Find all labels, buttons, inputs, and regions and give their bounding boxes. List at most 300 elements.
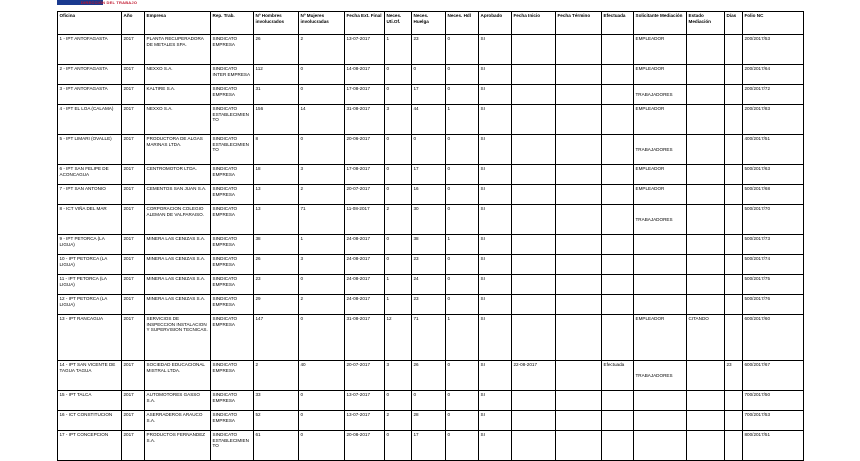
cell-huelga: 0 xyxy=(412,391,446,411)
cell-rep: SINDICATO ESTABLECIMIENTO xyxy=(211,105,254,135)
cell-mujeres: 0 xyxy=(299,275,345,295)
cell-termino xyxy=(556,205,602,235)
cell-solicitante: EMPLEADOR xyxy=(634,165,687,185)
cell-termino xyxy=(556,255,602,275)
cell-mujeres: 2 xyxy=(299,295,345,315)
cell-empresa: PLANTA RECUPERADORA DE METALES SPA. xyxy=(145,35,211,65)
cell-efectuada xyxy=(602,391,634,411)
cell-rep: SINDICATO EMPRESA xyxy=(211,361,254,391)
cell-fecha: 20-06-2017 xyxy=(345,135,385,165)
cell-oficina: 8 - ICT VIÑA DEL MAR xyxy=(58,205,122,235)
cell-mujeres: 2 xyxy=(299,35,345,65)
cell-dias xyxy=(725,295,743,315)
cell-anio: 2017 xyxy=(122,105,145,135)
cell-aprobado: SI xyxy=(479,235,512,255)
cell-hdl: 0 xyxy=(446,411,479,431)
cell-folio: 500/2017/73 xyxy=(743,235,804,255)
cell-aprobado: SI xyxy=(479,411,512,431)
cell-uti: 12 xyxy=(385,315,412,361)
cell-oficina: 6 - IPT SAN FELIPE DE ACONCAGUA xyxy=(58,165,122,185)
table-row xyxy=(58,185,804,205)
cell-estado xyxy=(687,275,725,295)
cell-hombres: 23 xyxy=(254,275,299,295)
cell-oficina: 11 - IPT PETORCA (LA LIGUA) xyxy=(58,275,122,295)
cell-fecha: 31-08-2017 xyxy=(345,105,385,135)
cell-oficina: 16 - ICT CONSTITUCION xyxy=(58,411,122,431)
cell-dias xyxy=(725,391,743,411)
cell-solicitante: EMPLEADOR xyxy=(634,65,687,85)
cell-hombres: 33 xyxy=(254,391,299,411)
column-header: Empresa xyxy=(145,12,211,35)
cell-estado xyxy=(687,85,725,105)
cell-termino xyxy=(556,35,602,65)
cell-termino xyxy=(556,165,602,185)
cell-fecha: 17-08-2017 xyxy=(345,85,385,105)
cell-hdl: 1 xyxy=(446,235,479,255)
cell-termino xyxy=(556,65,602,85)
cell-rep: SINDICATO EMPRESA xyxy=(211,185,254,205)
column-header: Oficina xyxy=(58,12,122,35)
cell-hombres: 13 xyxy=(254,185,299,205)
table-header-row xyxy=(58,12,804,35)
cell-huelga: 23 xyxy=(412,295,446,315)
cell-uti: 1 xyxy=(385,35,412,65)
cell-huelga: 28 xyxy=(412,411,446,431)
cell-oficina: 7 - IPT SAN ANTONIO xyxy=(58,185,122,205)
cell-huelga: 23 xyxy=(412,35,446,65)
cell-empresa: CEMENTOS SAN JUAN S.A. xyxy=(145,185,211,205)
cell-aprobado: SI xyxy=(479,65,512,85)
cell-hombres: 61 xyxy=(254,431,299,461)
cell-dias xyxy=(725,235,743,255)
cell-solicitante: EMPLEADOR xyxy=(634,105,687,135)
cell-empresa: PRODUCTORA DE ALGAS MARINAS LTDA. xyxy=(145,135,211,165)
cell-folio: 700/2017/50 xyxy=(743,391,804,411)
cell-mujeres: 14 xyxy=(299,105,345,135)
cell-hombres: 13 xyxy=(254,205,299,235)
cell-rep: SINDICATO INTER EMPRESA xyxy=(211,65,254,85)
cell-dias: 23 xyxy=(725,361,743,391)
cell-fecha: 17-08-2017 xyxy=(345,165,385,185)
cell-hdl: 0 xyxy=(446,295,479,315)
cell-oficina: 14 - IPT SAN VICENTE DE TAGUA TAGUA xyxy=(58,361,122,391)
cell-huelga: 17 xyxy=(412,165,446,185)
cell-hombres: 26 xyxy=(254,35,299,65)
cell-solicitante xyxy=(634,295,687,315)
cell-folio: 500/2017/75 xyxy=(743,275,804,295)
cell-aprobado: SI xyxy=(479,185,512,205)
cell-empresa: MINERA LAS CENIZAS S.A. xyxy=(145,295,211,315)
cell-oficina: 9 - IPT PETORCA (LA LIGUA) xyxy=(58,235,122,255)
column-header: Neces. Uti.Of. xyxy=(385,12,412,35)
cell-uti: 2 xyxy=(385,411,412,431)
cell-rep: SINDICATO EMPRESA xyxy=(211,85,254,105)
cell-estado xyxy=(687,35,725,65)
cell-termino xyxy=(556,295,602,315)
cell-aprobado: SI xyxy=(479,135,512,165)
cell-mujeres: 2 xyxy=(299,185,345,205)
cell-termino xyxy=(556,135,602,165)
cell-efectuada xyxy=(602,185,634,205)
cell-oficina: 15 - IPT TALCA xyxy=(58,391,122,411)
cell-inicio xyxy=(512,295,556,315)
cell-solicitante: TRABAJADORES xyxy=(634,85,687,105)
cell-huelga: 71 xyxy=(412,315,446,361)
column-header: Fecha Ext. Final xyxy=(345,12,385,35)
cell-hombres: 38 xyxy=(254,235,299,255)
cell-efectuada: Efectuada xyxy=(602,361,634,391)
cell-anio: 2017 xyxy=(122,411,145,431)
cell-empresa: NEXXO S.A. xyxy=(145,65,211,85)
cell-uti: 0 xyxy=(385,165,412,185)
column-header: Año xyxy=(122,12,145,35)
cell-hdl: 0 xyxy=(446,255,479,275)
cell-dias xyxy=(725,165,743,185)
cell-efectuada xyxy=(602,65,634,85)
cell-aprobado: SI xyxy=(479,315,512,361)
cell-uti: 1 xyxy=(385,275,412,295)
cell-termino xyxy=(556,411,602,431)
cell-estado xyxy=(687,205,725,235)
cell-empresa: NEXXO S.A. xyxy=(145,105,211,135)
cell-solicitante xyxy=(634,275,687,295)
cell-anio: 2017 xyxy=(122,235,145,255)
cell-anio: 2017 xyxy=(122,185,145,205)
cell-efectuada xyxy=(602,315,634,361)
cell-termino xyxy=(556,105,602,135)
cell-huelga: 30 xyxy=(412,205,446,235)
table-row xyxy=(58,295,804,315)
cell-rep: SINDICATO EMPRESA xyxy=(211,315,254,361)
cell-hdl: 0 xyxy=(446,361,479,391)
table-row xyxy=(58,35,804,65)
cell-huelga: 26 xyxy=(412,361,446,391)
cell-mujeres: 0 xyxy=(299,431,345,461)
cell-aprobado: SI xyxy=(479,295,512,315)
cell-oficina: 2 - IPT ANTOFAGASTA xyxy=(58,65,122,85)
cell-estado xyxy=(687,135,725,165)
cell-fecha: 31-08-2017 xyxy=(345,315,385,361)
cell-aprobado: SI xyxy=(479,275,512,295)
cell-estado xyxy=(687,65,725,85)
cell-rep: SINDICATO EMPRESA xyxy=(211,205,254,235)
cell-folio: 400/2017/51 xyxy=(743,135,804,165)
cell-folio: 500/2017/63 xyxy=(743,165,804,185)
cell-estado xyxy=(687,431,725,461)
cell-dias xyxy=(725,411,743,431)
cell-rep: SINDICATO ESTABLECIMIENTO xyxy=(211,135,254,165)
cell-solicitante xyxy=(634,431,687,461)
cell-solicitante xyxy=(634,255,687,275)
cell-dias xyxy=(725,185,743,205)
cell-empresa: AUTOMOTORES GASSO S.A. xyxy=(145,391,211,411)
cell-folio: 200/2017/53 xyxy=(743,35,804,65)
cell-efectuada xyxy=(602,411,634,431)
cell-mujeres: 1 xyxy=(299,235,345,255)
cell-anio: 2017 xyxy=(122,361,145,391)
cell-hombres: 2 xyxy=(254,361,299,391)
cell-empresa: ASERRADEROS ARAUCO S.A. xyxy=(145,411,211,431)
cell-anio: 2017 xyxy=(122,255,145,275)
cell-rep: SINDICATO EMPRESA xyxy=(211,255,254,275)
cell-rep: SINDICATO EMPRESA xyxy=(211,411,254,431)
cell-efectuada xyxy=(602,235,634,255)
cell-inicio xyxy=(512,255,556,275)
cell-uti: 0 xyxy=(385,235,412,255)
column-header: Solicitante Mediación xyxy=(634,12,687,35)
cell-efectuada xyxy=(602,255,634,275)
cell-hdl: 0 xyxy=(446,165,479,185)
cell-hdl: 0 xyxy=(446,135,479,165)
cell-oficina: 10 - IPT PETORCA (LA LIGUA) xyxy=(58,255,122,275)
cell-anio: 2017 xyxy=(122,65,145,85)
table-row xyxy=(58,411,804,431)
cell-fecha: 20-07-2017 xyxy=(345,185,385,205)
cell-dias xyxy=(725,315,743,361)
table-row xyxy=(58,135,804,165)
table-row xyxy=(58,85,804,105)
cell-rep: SINDICATO EMPRESA xyxy=(211,35,254,65)
column-header: Días xyxy=(725,12,743,35)
cell-termino xyxy=(556,185,602,205)
cell-anio: 2017 xyxy=(122,135,145,165)
cell-fecha: 24-08-2017 xyxy=(345,295,385,315)
cell-anio: 2017 xyxy=(122,275,145,295)
cell-solicitante: EMPLEADOR xyxy=(634,185,687,205)
cell-hdl: 0 xyxy=(446,431,479,461)
cell-efectuada xyxy=(602,105,634,135)
cell-huelga: 0 xyxy=(412,65,446,85)
cell-hombres: 31 xyxy=(254,85,299,105)
table-row xyxy=(58,165,804,185)
cell-oficina: 12 - IPT PETORCA (LA LIGUA) xyxy=(58,295,122,315)
cell-oficina: 17 - IPT CONCEPCION xyxy=(58,431,122,461)
cell-hombres: 8 xyxy=(254,135,299,165)
cell-fecha: 24-08-2017 xyxy=(345,255,385,275)
cell-hombres: 156 xyxy=(254,105,299,135)
cell-hdl: 0 xyxy=(446,85,479,105)
table-row xyxy=(58,361,804,391)
cell-mujeres: 0 xyxy=(299,391,345,411)
cell-hombres: 147 xyxy=(254,315,299,361)
cell-dias xyxy=(725,85,743,105)
cell-rep: SINDICATO ESTABLECIMIENTO xyxy=(211,431,254,461)
cell-mujeres: 0 xyxy=(299,315,345,361)
cell-inicio xyxy=(512,165,556,185)
cell-efectuada xyxy=(602,431,634,461)
cell-termino xyxy=(556,431,602,461)
cell-anio: 2017 xyxy=(122,85,145,105)
cell-anio: 2017 xyxy=(122,165,145,185)
cell-empresa: SOCIEDAD EDUCACIONAL MISTRAL LTDA. xyxy=(145,361,211,391)
cell-hdl: 0 xyxy=(446,391,479,411)
cell-uti: 0 xyxy=(385,135,412,165)
column-header: Neces. Hdl xyxy=(446,12,479,35)
cell-solicitante: EMPLEADOR xyxy=(634,315,687,361)
cell-anio: 2017 xyxy=(122,391,145,411)
cell-solicitante xyxy=(634,391,687,411)
logo-text: DIRECCIÓN DEL TRABAJO xyxy=(81,0,138,5)
cell-fecha: 20-08-2017 xyxy=(345,431,385,461)
cell-anio: 2017 xyxy=(122,205,145,235)
cell-uti: 1 xyxy=(385,295,412,315)
cell-estado xyxy=(687,105,725,135)
cell-aprobado: SI xyxy=(479,361,512,391)
cell-solicitante xyxy=(634,411,687,431)
cell-folio: 200/2017/64 xyxy=(743,65,804,85)
cell-oficina: 4 - IPT EL LOA (CALAMA) xyxy=(58,105,122,135)
column-header: Efectuada xyxy=(602,12,634,35)
cell-uti: 0 xyxy=(385,255,412,275)
cell-rep: SINDICATO EMPRESA xyxy=(211,165,254,185)
cell-folio: 500/2017/76 xyxy=(743,295,804,315)
cell-empresa: KALTIRE S.A. xyxy=(145,85,211,105)
cell-mujeres: 0 xyxy=(299,85,345,105)
cell-empresa: CENTROMOTOR LTDA. xyxy=(145,165,211,185)
cell-inicio xyxy=(512,65,556,85)
cell-estado: CITANDO xyxy=(687,315,725,361)
table-row xyxy=(58,315,804,361)
cell-termino xyxy=(556,391,602,411)
cell-inicio xyxy=(512,391,556,411)
cell-aprobado: SI xyxy=(479,165,512,185)
cell-inicio xyxy=(512,185,556,205)
cell-huelga: 17 xyxy=(412,431,446,461)
cell-oficina: 1 - IPT ANTOFAGASTA xyxy=(58,35,122,65)
cell-huelga: 17 xyxy=(412,85,446,105)
cell-uti: 3 xyxy=(385,105,412,135)
cell-inicio xyxy=(512,431,556,461)
column-header: Rep. Trab. xyxy=(211,12,254,35)
cell-inicio xyxy=(512,411,556,431)
column-header: Estado Mediación xyxy=(687,12,725,35)
cell-oficina: 5 - IPT LIMARI (OVALLE) xyxy=(58,135,122,165)
cell-dias xyxy=(725,275,743,295)
cell-rep: SINDICATO EMPRESA xyxy=(211,295,254,315)
cell-fecha: 24-08-2017 xyxy=(345,235,385,255)
cell-rep: SINDICATO EMPRESA xyxy=(211,275,254,295)
cell-inicio xyxy=(512,135,556,165)
cell-estado xyxy=(687,165,725,185)
cell-estado xyxy=(687,295,725,315)
cell-rep: SINDICATO EMPRESA xyxy=(211,235,254,255)
cell-dias xyxy=(725,105,743,135)
cell-hombres: 52 xyxy=(254,411,299,431)
cell-aprobado: SI xyxy=(479,255,512,275)
cell-fecha: 24-08-2017 xyxy=(345,275,385,295)
cell-estado xyxy=(687,255,725,275)
cell-mujeres: 0 xyxy=(299,135,345,165)
cell-inicio: 22-08-2017 xyxy=(512,361,556,391)
column-header: Nº Hombres involucrados xyxy=(254,12,299,35)
cell-folio: 200/2017/83 xyxy=(743,105,804,135)
cell-hdl: 0 xyxy=(446,205,479,235)
cell-aprobado: SI xyxy=(479,35,512,65)
cell-folio: 800/2017/51 xyxy=(743,431,804,461)
cell-dias xyxy=(725,205,743,235)
cell-termino xyxy=(556,275,602,295)
column-header: Nº Mujeres involucradas xyxy=(299,12,345,35)
cell-solicitante: TRABAJADORES xyxy=(634,361,687,391)
column-header: Neces. Huelga xyxy=(412,12,446,35)
cell-estado xyxy=(687,361,725,391)
cell-efectuada xyxy=(602,165,634,185)
cell-mujeres: 40 xyxy=(299,361,345,391)
cell-folio: 500/2017/68 xyxy=(743,185,804,205)
cell-inicio xyxy=(512,275,556,295)
cell-empresa: MINERA LAS CENIZAS S.A. xyxy=(145,235,211,255)
cell-estado xyxy=(687,411,725,431)
cell-aprobado: SI xyxy=(479,105,512,135)
cell-mujeres: 71 xyxy=(299,205,345,235)
cell-inicio xyxy=(512,315,556,361)
table-row xyxy=(58,431,804,461)
cell-inicio xyxy=(512,235,556,255)
cell-folio: 500/2017/74 xyxy=(743,255,804,275)
column-header: Fecha Término xyxy=(556,12,602,35)
cell-empresa: PRODUCTOS FERNANDEZ S.A. xyxy=(145,431,211,461)
cell-inicio xyxy=(512,35,556,65)
cell-hdl: 0 xyxy=(446,275,479,295)
cell-folio: 700/2017/53 xyxy=(743,411,804,431)
cell-folio: 600/2017/60 xyxy=(743,315,804,361)
cell-efectuada xyxy=(602,35,634,65)
cell-inicio xyxy=(512,105,556,135)
cell-empresa: SERVICIOS DE INSPECCION INSTALACION Y SUPERVISION TECNICAS. xyxy=(145,315,211,361)
cell-huelga: 38 xyxy=(412,235,446,255)
cell-termino xyxy=(556,235,602,255)
cell-huelga: 16 xyxy=(412,185,446,205)
cell-hombres: 112 xyxy=(254,65,299,85)
cell-aprobado: SI xyxy=(479,431,512,461)
table-row xyxy=(58,205,804,235)
cell-dias xyxy=(725,255,743,275)
cell-efectuada xyxy=(602,205,634,235)
cell-dias xyxy=(725,35,743,65)
cell-folio: 500/2017/70 xyxy=(743,205,804,235)
table-row xyxy=(58,255,804,275)
cell-folio: 200/2017/72 xyxy=(743,85,804,105)
cell-empresa: CORPORACION COLEGIO ALEMAN DE VALPARAISO. xyxy=(145,205,211,235)
cell-anio: 2017 xyxy=(122,35,145,65)
cell-efectuada xyxy=(602,295,634,315)
cell-dias xyxy=(725,65,743,85)
cell-solicitante: EMPLEADOR xyxy=(634,35,687,65)
cell-termino xyxy=(556,361,602,391)
cell-hdl: 0 xyxy=(446,65,479,85)
cell-efectuada xyxy=(602,275,634,295)
cell-estado xyxy=(687,391,725,411)
table-row xyxy=(58,235,804,255)
table-row xyxy=(58,275,804,295)
cell-dias xyxy=(725,431,743,461)
column-header: Folio NC xyxy=(743,12,804,35)
cell-hdl: 0 xyxy=(446,185,479,205)
cell-hdl: 1 xyxy=(446,315,479,361)
cell-rep: SINDICATO EMPRESA xyxy=(211,391,254,411)
cell-hdl: 1 xyxy=(446,105,479,135)
table-row xyxy=(58,391,804,411)
cell-anio: 2017 xyxy=(122,431,145,461)
cell-fecha: 11-08-2017 xyxy=(345,205,385,235)
cell-hombres: 26 xyxy=(254,255,299,275)
cell-uti: 2 xyxy=(385,205,412,235)
cell-hombres: 18 xyxy=(254,165,299,185)
column-header: Fecha Inicio xyxy=(512,12,556,35)
cell-mujeres: 3 xyxy=(299,165,345,185)
cell-huelga: 23 xyxy=(412,255,446,275)
cell-uti: 0 xyxy=(385,185,412,205)
